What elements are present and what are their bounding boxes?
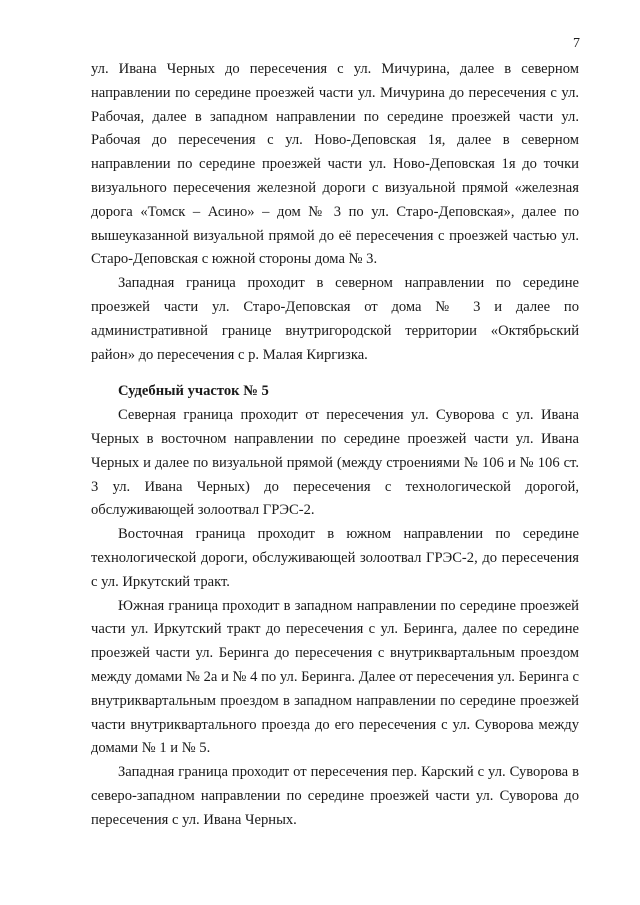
paragraph-south-border: Южная граница проходит в западном направлении по середине проезжей части ул. Иркутский тракт до пересечения с ул. Беринга, далее по середине проезжей части ул. Беринга до пересечения с внутриквартальным проездом между домами № 2а и № 4 по ул. Беринга. Далее от пересечения ул. Беринга с внутриквартальным проездом в западном направлении по середине проезжей части внутриквартального проезда до его пересечения с ул. Суворова между домами № 1 и № 5.: [91, 597, 579, 757]
section-title: Судебный участок № 5: [118, 383, 269, 400]
paragraph-west-border-section: Западная граница проходит от пересечения пер. Карский с ул. Суворова в северо-западном направлении по середине проезжей части ул. Суворова до пересечения с ул. Ивана Черных.: [91, 764, 579, 828]
paragraph-west-border: Западная граница проходит в северном направлении по середине проезжей части ул. Старо-Деповская от дома № 3 и далее по административной границе внутригородской территории «Октябрьский район» до пересечения с р. Малая Киргизка.: [91, 275, 579, 363]
page-number: 7: [573, 36, 580, 51]
document-body: [91, 58, 579, 833]
paragraph-east-border: Восточная граница проходит в южном направлении по середине технологической дороги, обслуживающей золоотвал ГРЭС-2, до пересечения с ул. Иркутский тракт.: [91, 526, 579, 590]
paragraph-north-border: Северная граница проходит от пересечения ул. Суворова с ул. Ивана Черных в восточном направлении по середине проезжей части ул. Ивана Черных и далее по визуальной прямой (между строениями № 106 и № 106 ст. 3 ул. Ивана Черных) до пересечения с технологической дорогой, обслуживающей золоотвал ГРЭС-2.: [91, 407, 579, 519]
paragraph-continuation: ул. Ивана Черных до пересечения с ул. Мичурина, далее в северном направлении по середине проезжей части ул. Мичурина до пересечения с ул. Рабочая, далее в западном направлении по середине проезжей части ул. Рабочая до пересечения с ул. Ново-Деповская 1я, далее в северном направлении по середине проезжей части ул. Ново-Деповская 1я до точки визуального пересечения железной дороги с визуальной прямой «железная дорога «Томск – Асино» – дом № 3 по ул. Старо-Деповская», далее по вышеуказанной визуальной прямой до её пересечения с проезжей частью ул. Старо-Деповская с южной стороны дома № 3.: [91, 61, 579, 268]
